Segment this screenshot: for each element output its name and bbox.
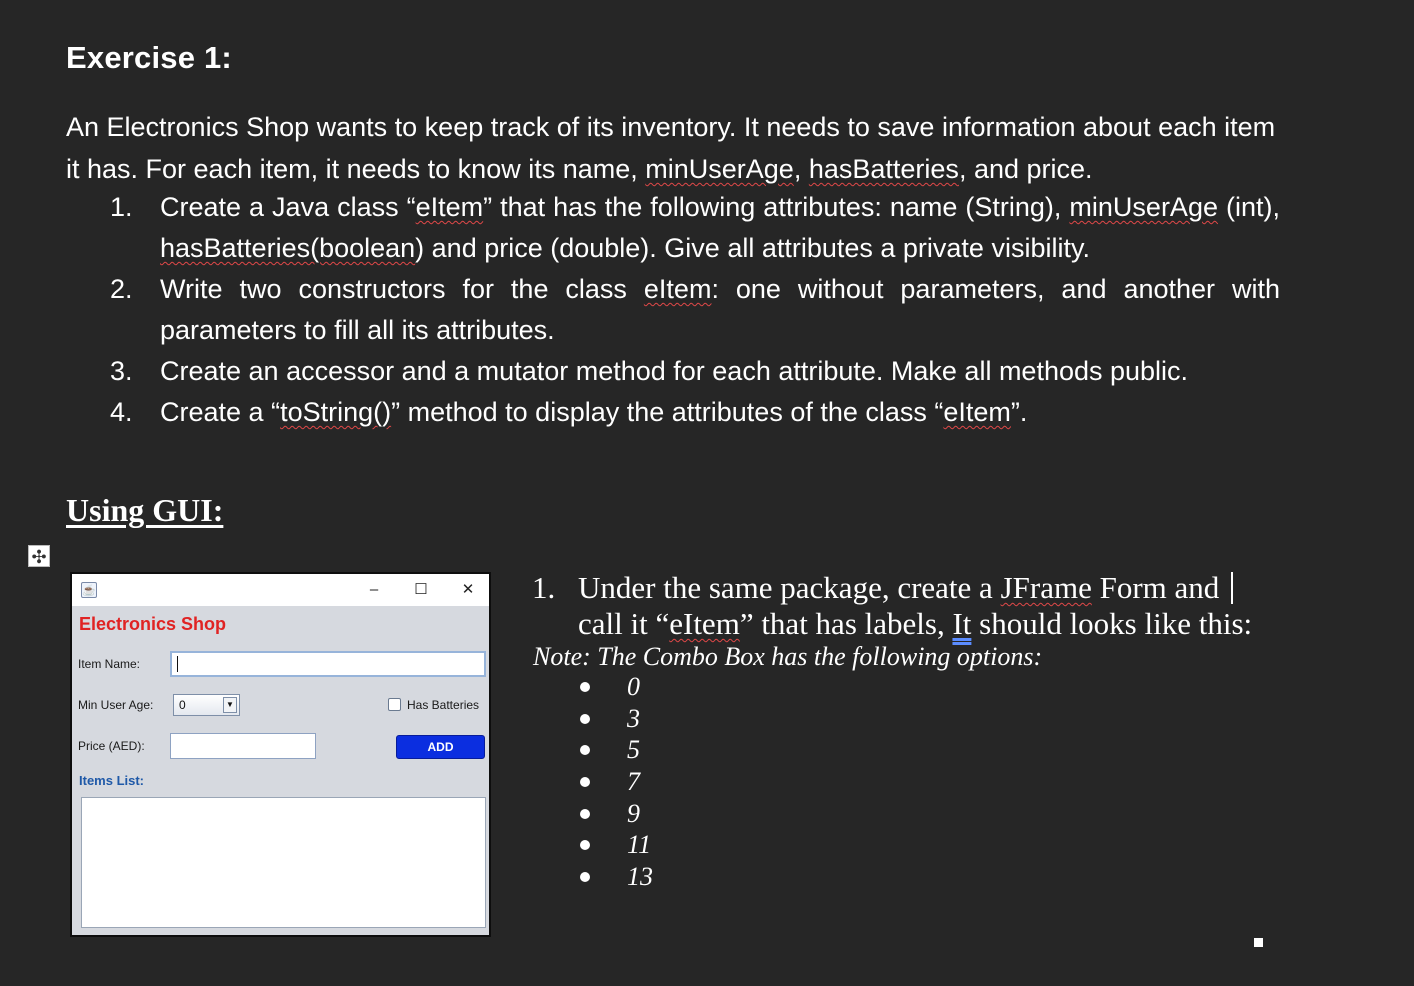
task-item (110, 187, 1280, 269)
bullet-icon (580, 714, 590, 724)
min-age-combo[interactable] (173, 694, 240, 716)
task-text: Create a “toString()” method to display the attributes of the class “eItem”. (160, 397, 1028, 427)
option-value: 0 (627, 672, 640, 701)
bullet-icon (580, 872, 590, 882)
maximize-icon[interactable]: ☐ (414, 581, 428, 598)
option-value: 5 (627, 735, 640, 765)
combo-selected-value: 0 (179, 698, 186, 712)
item-name-field[interactable] (170, 651, 486, 677)
gui-heading: Using GUI: (66, 492, 224, 528)
task-list (110, 187, 1280, 433)
move-arrows-icon[interactable]: ✣ (28, 545, 50, 567)
window-titlebar (72, 574, 489, 606)
items-list-label: Items List: (79, 773, 145, 788)
price-field[interactable] (170, 733, 316, 759)
task-item (110, 269, 1280, 351)
option-value: 11 (627, 830, 652, 860)
bullet-icon (580, 809, 590, 819)
task-item (110, 351, 1280, 392)
gui-step-number: 1. (532, 570, 556, 605)
bullet-icon (580, 777, 590, 787)
gui-step-line1: Under the same package, create a JFrame Form and (578, 570, 1233, 606)
text-cursor (1231, 572, 1233, 604)
min-age-label: Min User Age: (78, 698, 154, 712)
java-frame-screenshot (70, 572, 491, 937)
has-batteries-label: Has Batteries (407, 698, 480, 712)
exercise-intro: An Electronics Shop wants to keep track of its inventory. It needs to save information about each item it has. For each item, it needs to know its name, minUserAge, hasBatteries, and price. (66, 112, 1276, 184)
task-text: Write two constructors for the class eItem: one without parameters, and another with parameters to fill all its attributes. (160, 274, 1280, 345)
gui-step-line2: call it “eItem” that has labels, It should looks like this: (578, 606, 1253, 641)
task-number: 2. (110, 274, 133, 304)
item-name-label: Item Name: (78, 657, 141, 671)
bullet-icon (580, 745, 590, 755)
option-value: 7 (627, 767, 640, 797)
bullet-icon (580, 840, 590, 850)
close-icon[interactable]: ✕ (461, 581, 475, 598)
has-batteries-checkbox[interactable] (388, 698, 401, 711)
price-label: Price (AED): (78, 739, 145, 753)
task-item (110, 392, 1280, 433)
option-value: 13 (627, 862, 653, 892)
task-text: Create an accessor and a mutator method for each attribute. Make all methods public. (160, 356, 1189, 386)
bullet-icon (580, 682, 590, 692)
option-value: 3 (627, 703, 640, 733)
minimize-icon[interactable]: – (369, 581, 379, 598)
combo-arrow-icon[interactable]: ▼ (223, 697, 237, 713)
java-icon: ☕ (81, 582, 97, 598)
task-number: 3. (110, 356, 133, 386)
end-of-cell-marker (1254, 938, 1263, 947)
items-list-area[interactable] (81, 797, 486, 928)
task-text: Create a Java class “eItem” that has the following attributes: name (String), minUserAge (int), hasBatteries(boolean) and price (double). Give all attributes a private visibility. (160, 192, 1280, 263)
option-value: 9 (627, 798, 640, 828)
task-number: 4. (110, 397, 133, 427)
combo-options-note: Note: The Combo Box has the following options: (533, 642, 1043, 671)
add-button[interactable]: ADD (396, 735, 485, 759)
shop-title-label: Electronics Shop (79, 614, 227, 634)
task-number: 1. (110, 192, 133, 222)
exercise-title: Exercise 1: (66, 40, 232, 75)
text-caret (177, 656, 178, 672)
